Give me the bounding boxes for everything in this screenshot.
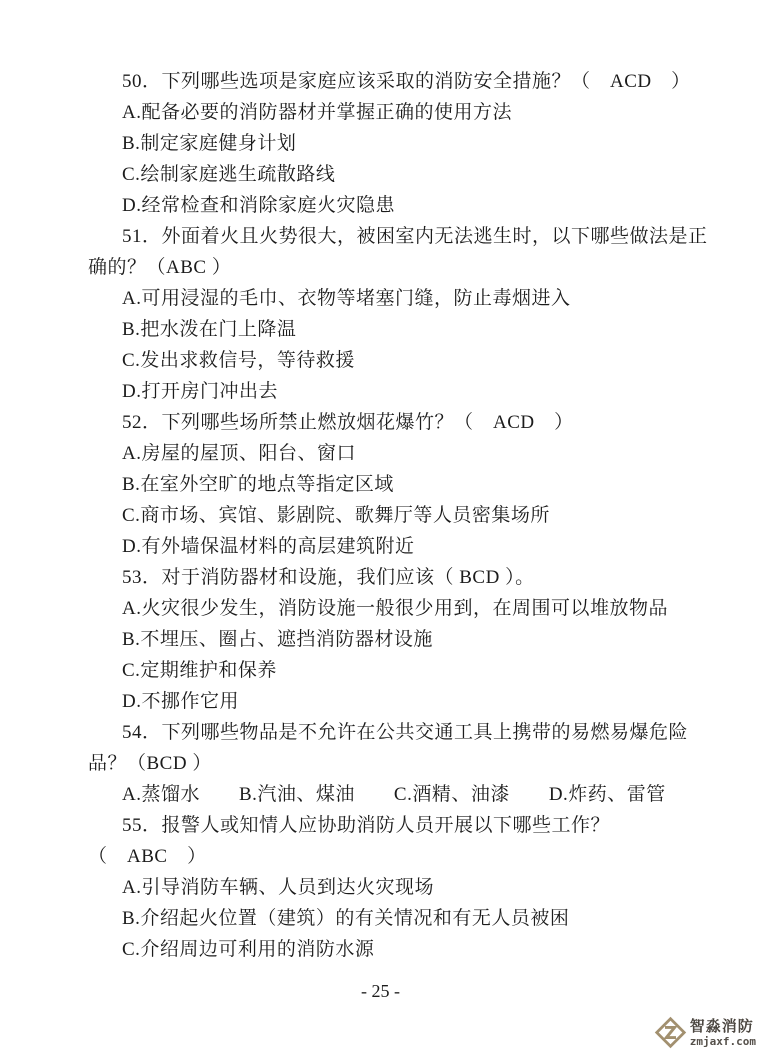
answer-option: B.在室外空旷的地点等指定区域 bbox=[122, 474, 394, 495]
brand-domain: zmjaxf.com bbox=[689, 1034, 756, 1048]
question-stem-continued: 确的？（ABC ） bbox=[88, 257, 232, 278]
brand-watermark bbox=[654, 1016, 756, 1049]
question-block bbox=[88, 717, 728, 810]
brand-name: 智淼消防 bbox=[689, 1017, 754, 1035]
answer-option: C.绘制家庭逃生疏散路线 bbox=[122, 164, 336, 185]
brand-text-block bbox=[690, 1019, 756, 1047]
answer-option: A.火灾很少发生，消防设施一般很少用到，在周围可以堆放物品 bbox=[122, 598, 668, 619]
question-block bbox=[88, 66, 728, 221]
question-stem: 52．下列哪些场所禁止燃放烟花爆竹？（ ACD ） bbox=[122, 412, 574, 433]
question-stem: 53．对于消防器材和设施，我们应该（ BCD ）。 bbox=[122, 567, 535, 588]
question-stem: 51．外面着火且火势很大，被困室内无法逃生时，以下哪些做法是正 bbox=[122, 226, 708, 247]
diamond-z-logo-icon bbox=[654, 1016, 687, 1049]
answer-option: A.配备必要的消防器材并掌握正确的使用方法 bbox=[122, 102, 512, 123]
answer-option: C.商市场、宾馆、影剧院、歌舞厅等人员密集场所 bbox=[122, 505, 550, 526]
quiz-content bbox=[88, 66, 728, 965]
answer-option: B.介绍起火位置（建筑）的有关情况和有无人员被困 bbox=[122, 908, 570, 929]
question-block bbox=[88, 221, 728, 407]
answer-option: C.介绍周边可利用的消防水源 bbox=[122, 939, 375, 960]
page-number: - 25 - bbox=[361, 981, 400, 1001]
answer-option: B.不埋压、圈占、遮挡消防器材设施 bbox=[122, 629, 433, 650]
page-footer bbox=[0, 977, 761, 1005]
answer-option: D.打开房门冲出去 bbox=[122, 381, 278, 402]
question-stem: 55．报警人或知情人应协助消防人员开展以下哪些工作？ bbox=[122, 815, 611, 836]
answer-option: C.定期维护和保养 bbox=[122, 660, 277, 681]
answer-option: A.引导消防车辆、人员到达火灾现场 bbox=[122, 877, 434, 898]
answer-option: A.可用浸湿的毛巾、衣物等堵塞门缝，防止毒烟进入 bbox=[122, 288, 571, 309]
question-block bbox=[88, 562, 728, 717]
question-stem-continued: （ ABC ） bbox=[88, 846, 207, 867]
answer-option: C.发出求救信号，等待救援 bbox=[122, 350, 355, 371]
answer-option: D.不挪作它用 bbox=[122, 691, 239, 712]
answer-option: B.把水泼在门上降温 bbox=[122, 319, 297, 340]
answer-option: D.经常检查和消除家庭火灾隐患 bbox=[122, 195, 395, 216]
question-block bbox=[88, 810, 728, 965]
question-block bbox=[88, 407, 728, 562]
answer-option: A.蒸馏水 B.汽油、煤油 C.酒精、油漆 D.炸药、雷管 bbox=[122, 784, 666, 805]
question-stem-continued: 品？（BCD ） bbox=[88, 753, 212, 774]
answer-option: B.制定家庭健身计划 bbox=[122, 133, 297, 154]
question-stem: 50．下列哪些选项是家庭应该采取的消防安全措施？（ ACD ） bbox=[122, 71, 691, 92]
answer-option: D.有外墙保温材料的高层建筑附近 bbox=[122, 536, 415, 557]
question-stem: 54．下列哪些物品是不允许在公共交通工具上携带的易燃易爆危险 bbox=[122, 722, 689, 743]
answer-option: A.房屋的屋顶、阳台、窗口 bbox=[122, 443, 356, 464]
